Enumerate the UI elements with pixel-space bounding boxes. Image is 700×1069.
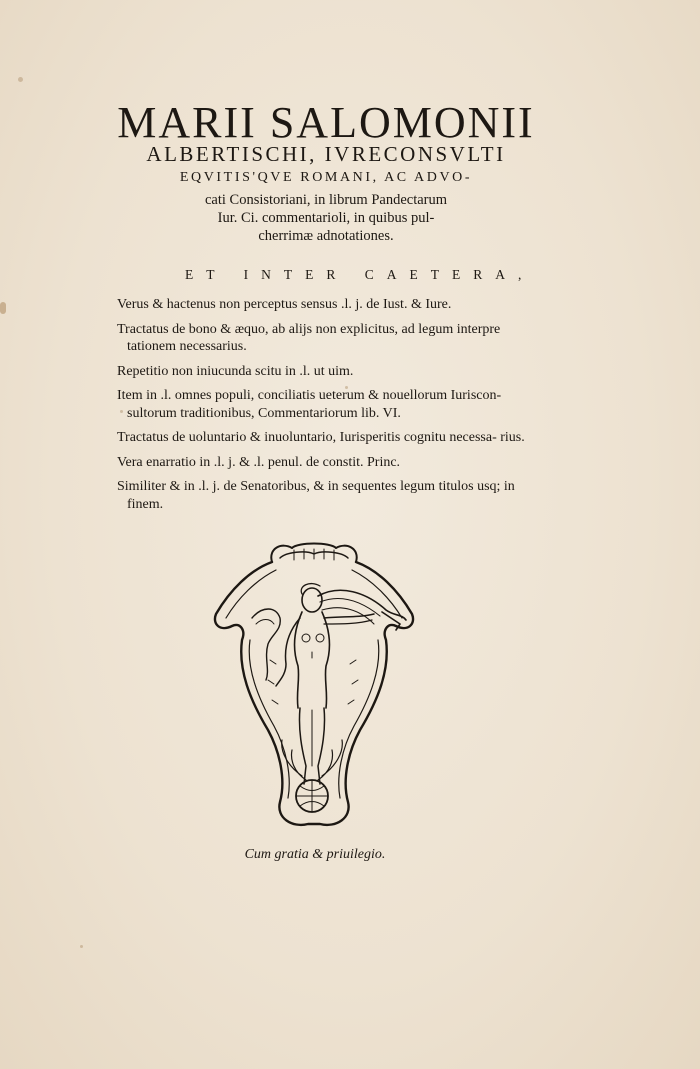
contents-entry: Tractatus de bono & æquo, ab alijs non explicitus, ad legum interpre tationem necessarius. bbox=[117, 321, 501, 354]
contents-list bbox=[117, 296, 542, 520]
title-line-5: Iur. Ci. commentarioli, in quibus pul- bbox=[217, 210, 435, 226]
title-line-4: cati Consistoriani, in librum Pandectarum bbox=[204, 192, 448, 208]
contents-entry: Similiter & in .l. j. de Senatoribus, & in sequentes legum titulos usq; in finem. bbox=[117, 479, 515, 512]
privilege-imprint: Cum gratia & priuilegio. bbox=[244, 847, 386, 862]
printers-device-woodcut bbox=[210, 540, 418, 840]
title-line-3: EQVITIS'QVE ROMANI, AC ADVO- bbox=[179, 170, 473, 185]
paper-speck bbox=[80, 945, 83, 948]
contents-entry: Vera enarratio in .l. j. & .l. penul. de constit. Princ. bbox=[117, 454, 401, 470]
subheading: ET INTER CAETERA, bbox=[185, 267, 535, 282]
contents-entry: Verus & hactenus non perceptus sensus .l. j. de Iust. & Iure. bbox=[117, 297, 452, 312]
title-line-2: ALBERTISCHI, IVRECONSVLTI bbox=[146, 142, 506, 166]
paper-edge-mark bbox=[0, 302, 6, 314]
title-line-1: MARII SALOMONII bbox=[117, 98, 535, 147]
contents-entry: Tractatus de uoluntario & inuoluntario, Iurisperitis cognitu necessa- rius. bbox=[117, 430, 525, 445]
title-line-6: cherrimæ adnotationes. bbox=[258, 228, 394, 244]
contents-entry: Repetitio non iniucunda scitu in .l. ut uim. bbox=[117, 363, 354, 379]
paper-speck bbox=[18, 77, 23, 82]
contents-entry: Item in .l. omnes populi, conciliatis ueterum & nouellorum Iuriscon- sultorum traditionibus, Commentariorum lib. VI. bbox=[117, 388, 502, 421]
